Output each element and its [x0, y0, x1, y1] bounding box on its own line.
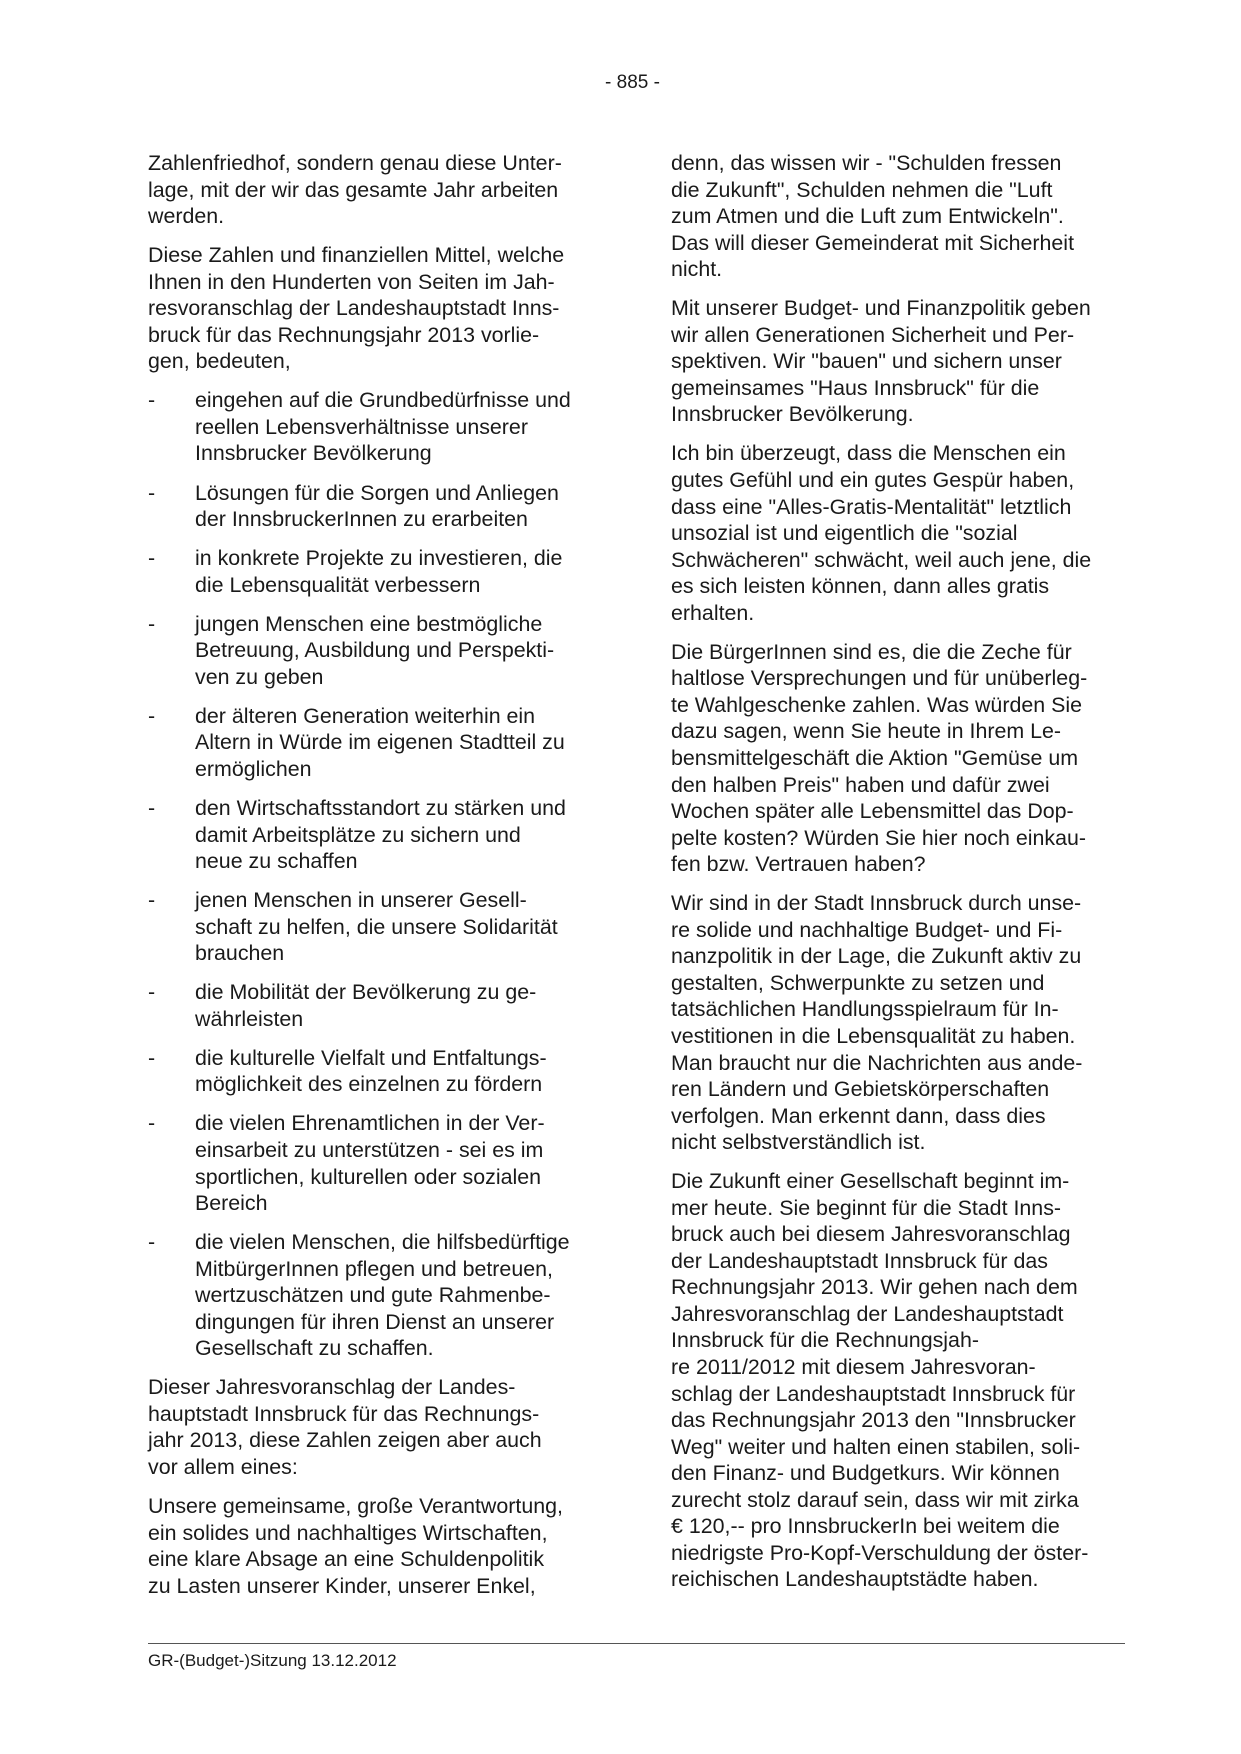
- bullet-list: [148, 387, 596, 1362]
- bullet-dash: -: [148, 1111, 156, 1136]
- paragraph: Wir sind in der Stadt Innsbruck durch unse- re solide und nachhaltige Budget- und Fi- nanzpolitik in der Lage, die Zukunft aktiv zu gestalten, Schwerpunkte zu setzen und tatsächlichen Handlungsspielraum für In- vestitionen in die Lebensqualität zu haben. Man braucht nur die Nachrichten aus ande- ren Ländern und Gebietskörperschaften verfolgen. Man erkennt dann, dass dies nicht selbstverständlich ist.: [671, 891, 1083, 1155]
- footer-divider: [148, 1643, 1125, 1644]
- paragraph: Die Zukunft einer Gesellschaft beginnt im- mer heute. Sie beginnt für die Stadt Inns- bruck auch bei diesem Jahresvoranschlag der Landeshauptstadt Innsbruck für das Rechnungsjahr 2013. Wir gehen nach dem Jahresvoranschlag der Landeshauptstadt Innsbruck für die Rechnungsjah- re 2011/2012 mit diesem Jahresvoran- schlag der Landeshauptstadt Innsbruck für das Rechnungsjahr 2013 den "Innsbrucker Weg" weiter und halten einen stabilen, soli- den Finanz- und Budgetkurs. Wir können zurecht stolz darauf sein, dass wir mit zirka € 120,-- pro InnsbruckerIn bei weitem die niedrigste Pro-Kopf-Verschuldung der öster- reichischen Landeshauptstädte haben.: [671, 1169, 1089, 1592]
- bullet-dash: -: [148, 1045, 156, 1070]
- paragraph: Zahlenfriedhof, sondern genau diese Unter- lage, mit der wir das gesamte Jahr arbeiten werden.: [148, 151, 562, 229]
- footer-session-label: GR-(Budget-)Sitzung 13.12.2012: [148, 1651, 397, 1670]
- paragraph: Mit unserer Budget- und Finanzpolitik geben wir allen Generationen Sicherheit und Per- spektiven. Wir "bauen" und sichern unser gemeinsames "Haus Innsbruck" für die Innsbrucker Bevölkerung.: [671, 296, 1091, 427]
- list-item-text: die Mobilität der Bevölkerung zu ge- währleisten: [195, 980, 537, 1031]
- list-item: [148, 795, 596, 875]
- list-item: [148, 545, 596, 598]
- list-item-text: die vielen Ehrenamtlichen in der Ver- einsarbeit zu unterstützen - sei es im sportlichen, kulturellen oder sozialen Bereich: [195, 1111, 545, 1216]
- list-item-text: Lösungen für die Sorgen und Anliegen der InnsbruckerInnen zu erarbeiten: [195, 480, 559, 532]
- paragraph: Unsere gemeinsame, große Verantwortung, ein solides und nachhaltiges Wirtschaften, eine klare Absage an eine Schuldenpolitik zu Lasten unserer Kinder, unserer Enkel,: [148, 1494, 563, 1598]
- bullet-dash: -: [148, 795, 156, 820]
- paragraph: Diese Zahlen und finanziellen Mittel, welche Ihnen in den Hunderten von Seiten im Jah- resvoranschlag der Landeshauptstadt Inns- bruck für das Rechnungsjahr 2013 vorlie- gen, bedeuten,: [148, 243, 565, 374]
- list-item-text: in konkrete Projekte zu investieren, die die Lebensqualität verbessern: [195, 546, 563, 597]
- list-item-text: den Wirtschaftsstandort zu stärken und damit Arbeitsplätze zu sichern und neue zu schaffen: [195, 795, 566, 874]
- paragraph: denn, das wissen wir - "Schulden fressen die Zukunft", Schulden nehmen die "Luft zum Atmen und die Luft zum Entwickeln". Das will dieser Gemeinderat mit Sicherheit nicht.: [671, 151, 1075, 282]
- bullet-dash: -: [148, 888, 156, 913]
- bullet-dash: -: [148, 703, 156, 728]
- list-item-text: die kulturelle Vielfalt und Entfaltungs- möglichkeit des einzelnen zu fördern: [195, 1045, 547, 1097]
- list-item: [148, 611, 596, 691]
- list-item: [148, 979, 596, 1032]
- list-item: [148, 1045, 596, 1098]
- list-item-text: der älteren Generation weiterhin ein Altern in Würde im eigenen Stadtteil zu ermöglichen: [195, 703, 565, 781]
- list-item: [148, 480, 596, 533]
- paragraph: Die BürgerInnen sind es, die die Zeche für haltlose Versprechungen und für unüberleg- te Wahlgeschenke zahlen. Was würden Sie dazu sagen, wenn Sie heute in Ihrem Le- bensmittelgeschäft die Aktion "Gemüse um den halben Preis" haben und dafür zwei Wochen später alle Lebensmittel das Dop- pelte kosten? Würden Sie hier noch einkau- fen bzw. Vertrauen haben?: [671, 639, 1088, 877]
- list-item: [148, 887, 596, 967]
- list-item-text: eingehen auf die Grundbedürfnisse und reellen Lebensverhältnisse unserer Innsbrucker Bevölkerung: [195, 388, 571, 466]
- paragraph: Dieser Jahresvoranschlag der Landes- hauptstadt Innsbruck für das Rechnungs- jahr 2013, diese Zahlen zeigen aber auch vor allem eines:: [148, 1375, 542, 1480]
- right-column: [671, 150, 1119, 1605]
- page-number: - 885 -: [605, 72, 660, 93]
- bullet-dash: -: [148, 546, 156, 571]
- list-item: [148, 387, 596, 467]
- list-item-text: jungen Menschen eine bestmögliche Betreuung, Ausbildung und Perspekti- ven zu geben: [195, 611, 555, 689]
- bullet-dash: -: [148, 1230, 156, 1255]
- list-item: [148, 703, 596, 783]
- bullet-dash: -: [148, 980, 156, 1005]
- left-column: [148, 150, 596, 1612]
- list-item-text: jenen Menschen in unserer Gesell- schaft zu helfen, die unsere Solidarität brauchen: [195, 888, 558, 966]
- list-item: [148, 1229, 596, 1362]
- bullet-dash: -: [148, 388, 156, 413]
- list-item: [148, 1110, 596, 1216]
- bullet-dash: -: [148, 611, 156, 636]
- paragraph: Ich bin überzeugt, dass die Menschen ein gutes Gefühl und ein gutes Gespür haben, dass eine "Alles-Gratis-Mentalität" letztlich unsozial ist und eigentlich die "sozial Schwächeren" schwächt, weil auch jene, die es sich leisten können, dann alles gratis erhalten.: [671, 441, 1092, 625]
- bullet-dash: -: [148, 480, 156, 505]
- list-item-text: die vielen Menschen, die hilfsbedürftige MitbürgerInnen pflegen und betreuen, wertzuschätzen und gute Rahmenbe- dingungen für ihren Dienst an unserer Gesellschaft zu schaffen.: [195, 1230, 570, 1361]
